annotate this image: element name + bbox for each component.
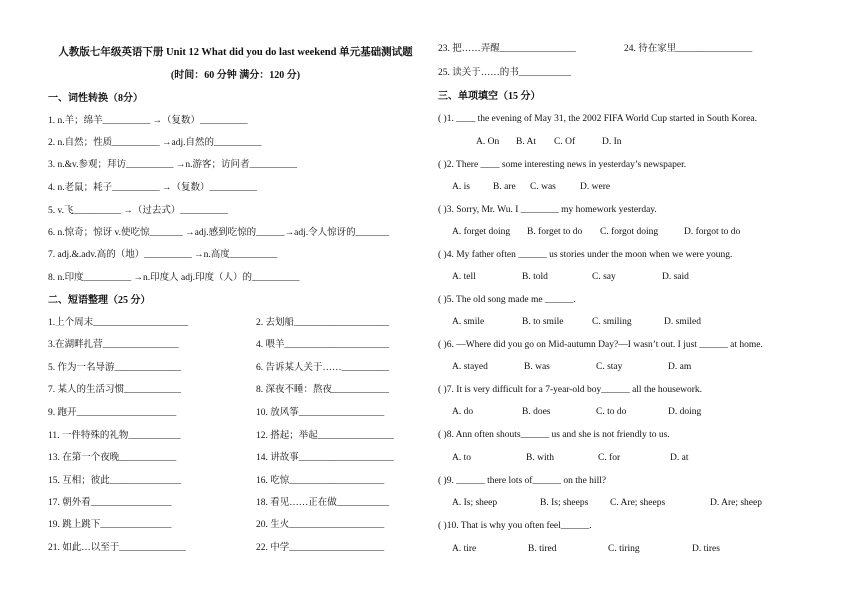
option: A. smile <box>452 317 485 327</box>
question-stem: ( )10. That is why you often feel______. <box>438 521 592 531</box>
option: B. forget to do <box>527 227 583 237</box>
phrase-item: 22. 中学____________________ <box>256 543 385 553</box>
question-stem: ( )9. ______ there lots of______ on the hill? <box>438 476 607 486</box>
question-stem: ( )5. The old song made me ______. <box>438 295 576 305</box>
option: C. forgot doing <box>600 227 659 237</box>
phrase-item: 2. 去划船____________________ <box>256 318 390 328</box>
option: D. am <box>668 362 692 372</box>
phrase-item: 1.上个周末____________________ <box>48 318 189 328</box>
option: A. forget doing <box>452 227 511 237</box>
option: B. At <box>516 137 537 147</box>
phrase-item: 5. 作为一名导游______________ <box>48 363 182 373</box>
exam-title: 人教版七年级英语下册 Unit 12 What did you do last weekend 单元基础测试题 <box>58 47 413 58</box>
word-form-item: 8. n.印度__________ →n.印度人 adj.印度（人）的__________ <box>48 273 300 283</box>
word-form-item: 3. n.&v.参观；拜访__________ →n.游客；访问者__________ <box>48 160 298 170</box>
left-column <box>48 40 423 553</box>
phrase-item: 6. 告诉某人关于……__________ <box>256 363 390 373</box>
phrase-item: 8. 深夜不睡：熬夜____________ <box>256 385 390 395</box>
option: B. tired <box>528 544 557 554</box>
option: D. forgot to do <box>684 227 741 237</box>
word-form-item: 6. n.惊奇；惊讶 v.使吃惊_______ →adj.感到吃惊的______→adj.令人惊讶的_______ <box>48 228 389 238</box>
option: A. stayed <box>452 362 488 372</box>
option: B. was <box>524 362 550 372</box>
section3-heading: 三、单项填空（15 分） <box>438 91 541 102</box>
phrase-item: 15. 互相；彼此_______________ <box>48 476 182 486</box>
phrase-item: 19. 跳上跳下_______________ <box>48 520 172 530</box>
option: C. Are; sheeps <box>610 498 666 508</box>
phrase-item: 4. 喂羊______________________ <box>256 340 390 350</box>
question-stem: ( )6. —Where did you go on Mid-autumn Day?—I wasn’t out. I just ______ at home. <box>438 340 763 350</box>
phrase-item: 24. 待在家里________________ <box>624 44 753 54</box>
option: D. doing <box>668 407 702 417</box>
phrase-item: 13. 在第一个夜晚____________ <box>48 453 177 463</box>
option: C. say <box>592 272 616 282</box>
phrase-item: 3.在湖畔扎营________________ <box>48 340 179 350</box>
option: D. said <box>662 272 689 282</box>
option: B. to smile <box>522 317 564 327</box>
phrase-item: 12. 搭起；举起________________ <box>256 431 394 441</box>
question-stem: ( )3. Sorry, Mr. Wu. I ________ my homework yesterday. <box>438 205 657 215</box>
option: D. at <box>670 453 689 463</box>
option: C. for <box>598 453 621 463</box>
option: C. smiling <box>592 317 632 327</box>
word-form-item: 1. n.羊；绵羊__________ →（复数）__________ <box>48 116 248 126</box>
option: C. Of <box>554 137 576 147</box>
word-form-item: 5. v.飞__________ →（过去式）__________ <box>48 206 228 216</box>
option: C. to do <box>596 407 627 417</box>
question-stem: ( )7. It is very difficult for a 7-year-old boy______ all the housework. <box>438 385 702 395</box>
section2-heading: 二、短语整理（25 分） <box>48 295 151 306</box>
option: A. Is; sheep <box>452 498 498 508</box>
phrase-item: 18. 看见……正在做___________ <box>256 498 390 508</box>
option: B. with <box>526 453 554 463</box>
word-form-item: 2. n.自然；性质__________ →adj.自然的__________ <box>48 138 262 148</box>
option: D. were <box>580 182 611 192</box>
option: B. does <box>522 407 551 417</box>
option: A. tell <box>452 272 476 282</box>
option: B. Is; sheeps <box>540 498 589 508</box>
phrase-item: 7. 某人的生活习惯____________ <box>48 385 182 395</box>
phrase-item: 11. 一件特殊的礼物___________ <box>48 431 181 441</box>
option: A. do <box>452 407 474 417</box>
option: A. tire <box>452 544 477 554</box>
option: A. is <box>452 182 470 192</box>
option: D. Are; sheep <box>710 498 762 508</box>
question-stem: ( )4. My father often ______ us stories under the moon when we were young. <box>438 250 733 260</box>
option: A. to <box>452 453 471 463</box>
question-stem: ( )8. Ann often shouts______ us and she is not friendly to us. <box>438 430 670 440</box>
phrase-item: 21. 如此…以至于______________ <box>48 543 186 553</box>
phrase-item: 14. 讲故事____________________ <box>256 453 394 463</box>
option: C. was <box>530 182 556 192</box>
section1-heading: 一、词性转换（8分） <box>48 93 143 104</box>
word-form-item: 4. n.老鼠；耗子__________ →（复数）__________ <box>48 183 258 193</box>
question-stem: ( )2. There ____ some interesting news in yesterday’s newspaper. <box>438 160 687 170</box>
option: D. smiled <box>664 317 701 327</box>
question-stem: ( )1. ____ the evening of May 31, the 2002 FIFA World Cup started in South Korea. <box>438 114 757 124</box>
option: B. are <box>493 182 516 192</box>
option: D. In <box>602 137 622 147</box>
option: C. stay <box>596 362 623 372</box>
phrase-item: 20. 生火____________________ <box>256 520 385 530</box>
option: B. told <box>522 272 548 282</box>
word-form-item: 7. adj.&.adv.高的（地）__________ →n.高度__________ <box>48 250 278 260</box>
exam-subtitle: (时间：60 分钟 满分：120 分) <box>170 70 301 81</box>
phrase-item: 23. 把……弄醒________________ <box>438 44 576 54</box>
option: C. tiring <box>608 544 640 554</box>
phrase-item: 17. 朝外看_________________ <box>48 498 172 508</box>
phrase-item: 10. 放风筝__________________ <box>256 408 385 418</box>
option: D. tires <box>692 544 720 554</box>
option: A. On <box>476 137 500 147</box>
phrase-item: 25. 读关于……的书___________ <box>438 68 572 78</box>
phrase-item: 9. 跑开_____________________ <box>48 408 177 418</box>
phrase-item: 16. 吃惊____________________ <box>256 476 385 486</box>
